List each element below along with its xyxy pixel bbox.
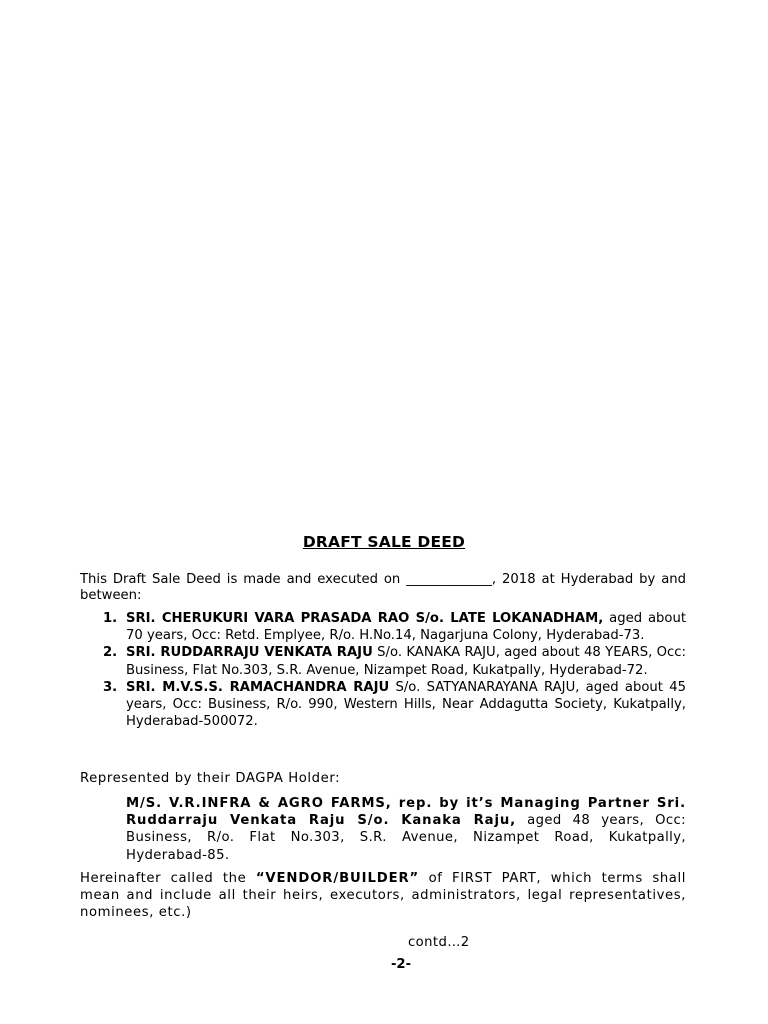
represented-by-line: Represented by their DAGPA Holder: [80,771,341,786]
party-item [80,644,686,678]
holder-details: aged 48 years, Occ: Business, R/o. Flat No.303, S.R. Avenue, Nizampet Road, Kukatpally, Hyderabad-85. [126,813,686,863]
party-details: S/o. SATYANARAYANA RAJU, aged about 45 years, Occ: Business, R/o. 990, Western Hills, Near Addagutta Society, Kukatpally, Hyderabad-500072. [126,679,686,730]
page-number: -2- [390,957,412,972]
party-name: SRI. M.V.S.S. RAMACHANDRA RAJU [126,679,390,695]
vendor-builder-term: “VENDOR/BUILDER” [255,871,420,886]
party-item [80,679,686,731]
party-number: 3. [103,679,118,695]
party-details: S/o. KANAKA RAJU, aged about 48 YEARS, Occ: Business, Flat No.303, S.R. Avenue, Nizampet Road, Kukatpally, Hyderabad-72. [126,645,686,678]
party-item [80,610,686,644]
party-details: aged about 70 years, Occ: Retd. Emplyee, R/o. H.No.14, Nagarjuna Colony, Hyderabad-73. [126,611,686,644]
hereinafter-paragraph [80,870,686,922]
document-title: DRAFT SALE DEED [302,533,466,551]
continued-note: contd…2 [408,935,470,950]
party-name: SRI. RUDDARRAJU VENKATA RAJU [126,645,373,661]
party-number: 2. [103,645,118,661]
parties-list [80,610,686,730]
hereinafter-after: of FIRST PART, which terms shall mean and include all their heirs, executors, administrators, legal representatives, nominees, etc.) [80,871,686,921]
intro-paragraph: This Draft Sale Deed is made and executed on _____________, 2018 at Hyderabad by and between: [80,572,686,603]
dagpa-holder-paragraph [126,795,686,864]
party-number: 1. [103,611,118,626]
holder-name: M/S. V.R.INFRA & AGRO FARMS, rep. by it’s Managing Partner Sri. Ruddarraju Venkata Raju S/o. Kanaka Raju, [126,796,686,829]
hereinafter-before: Hereinafter called the [80,871,256,886]
party-name: SRI. CHERUKURI VARA PRASADA RAO S/o. LATE LOKANADHAM, [126,611,604,626]
